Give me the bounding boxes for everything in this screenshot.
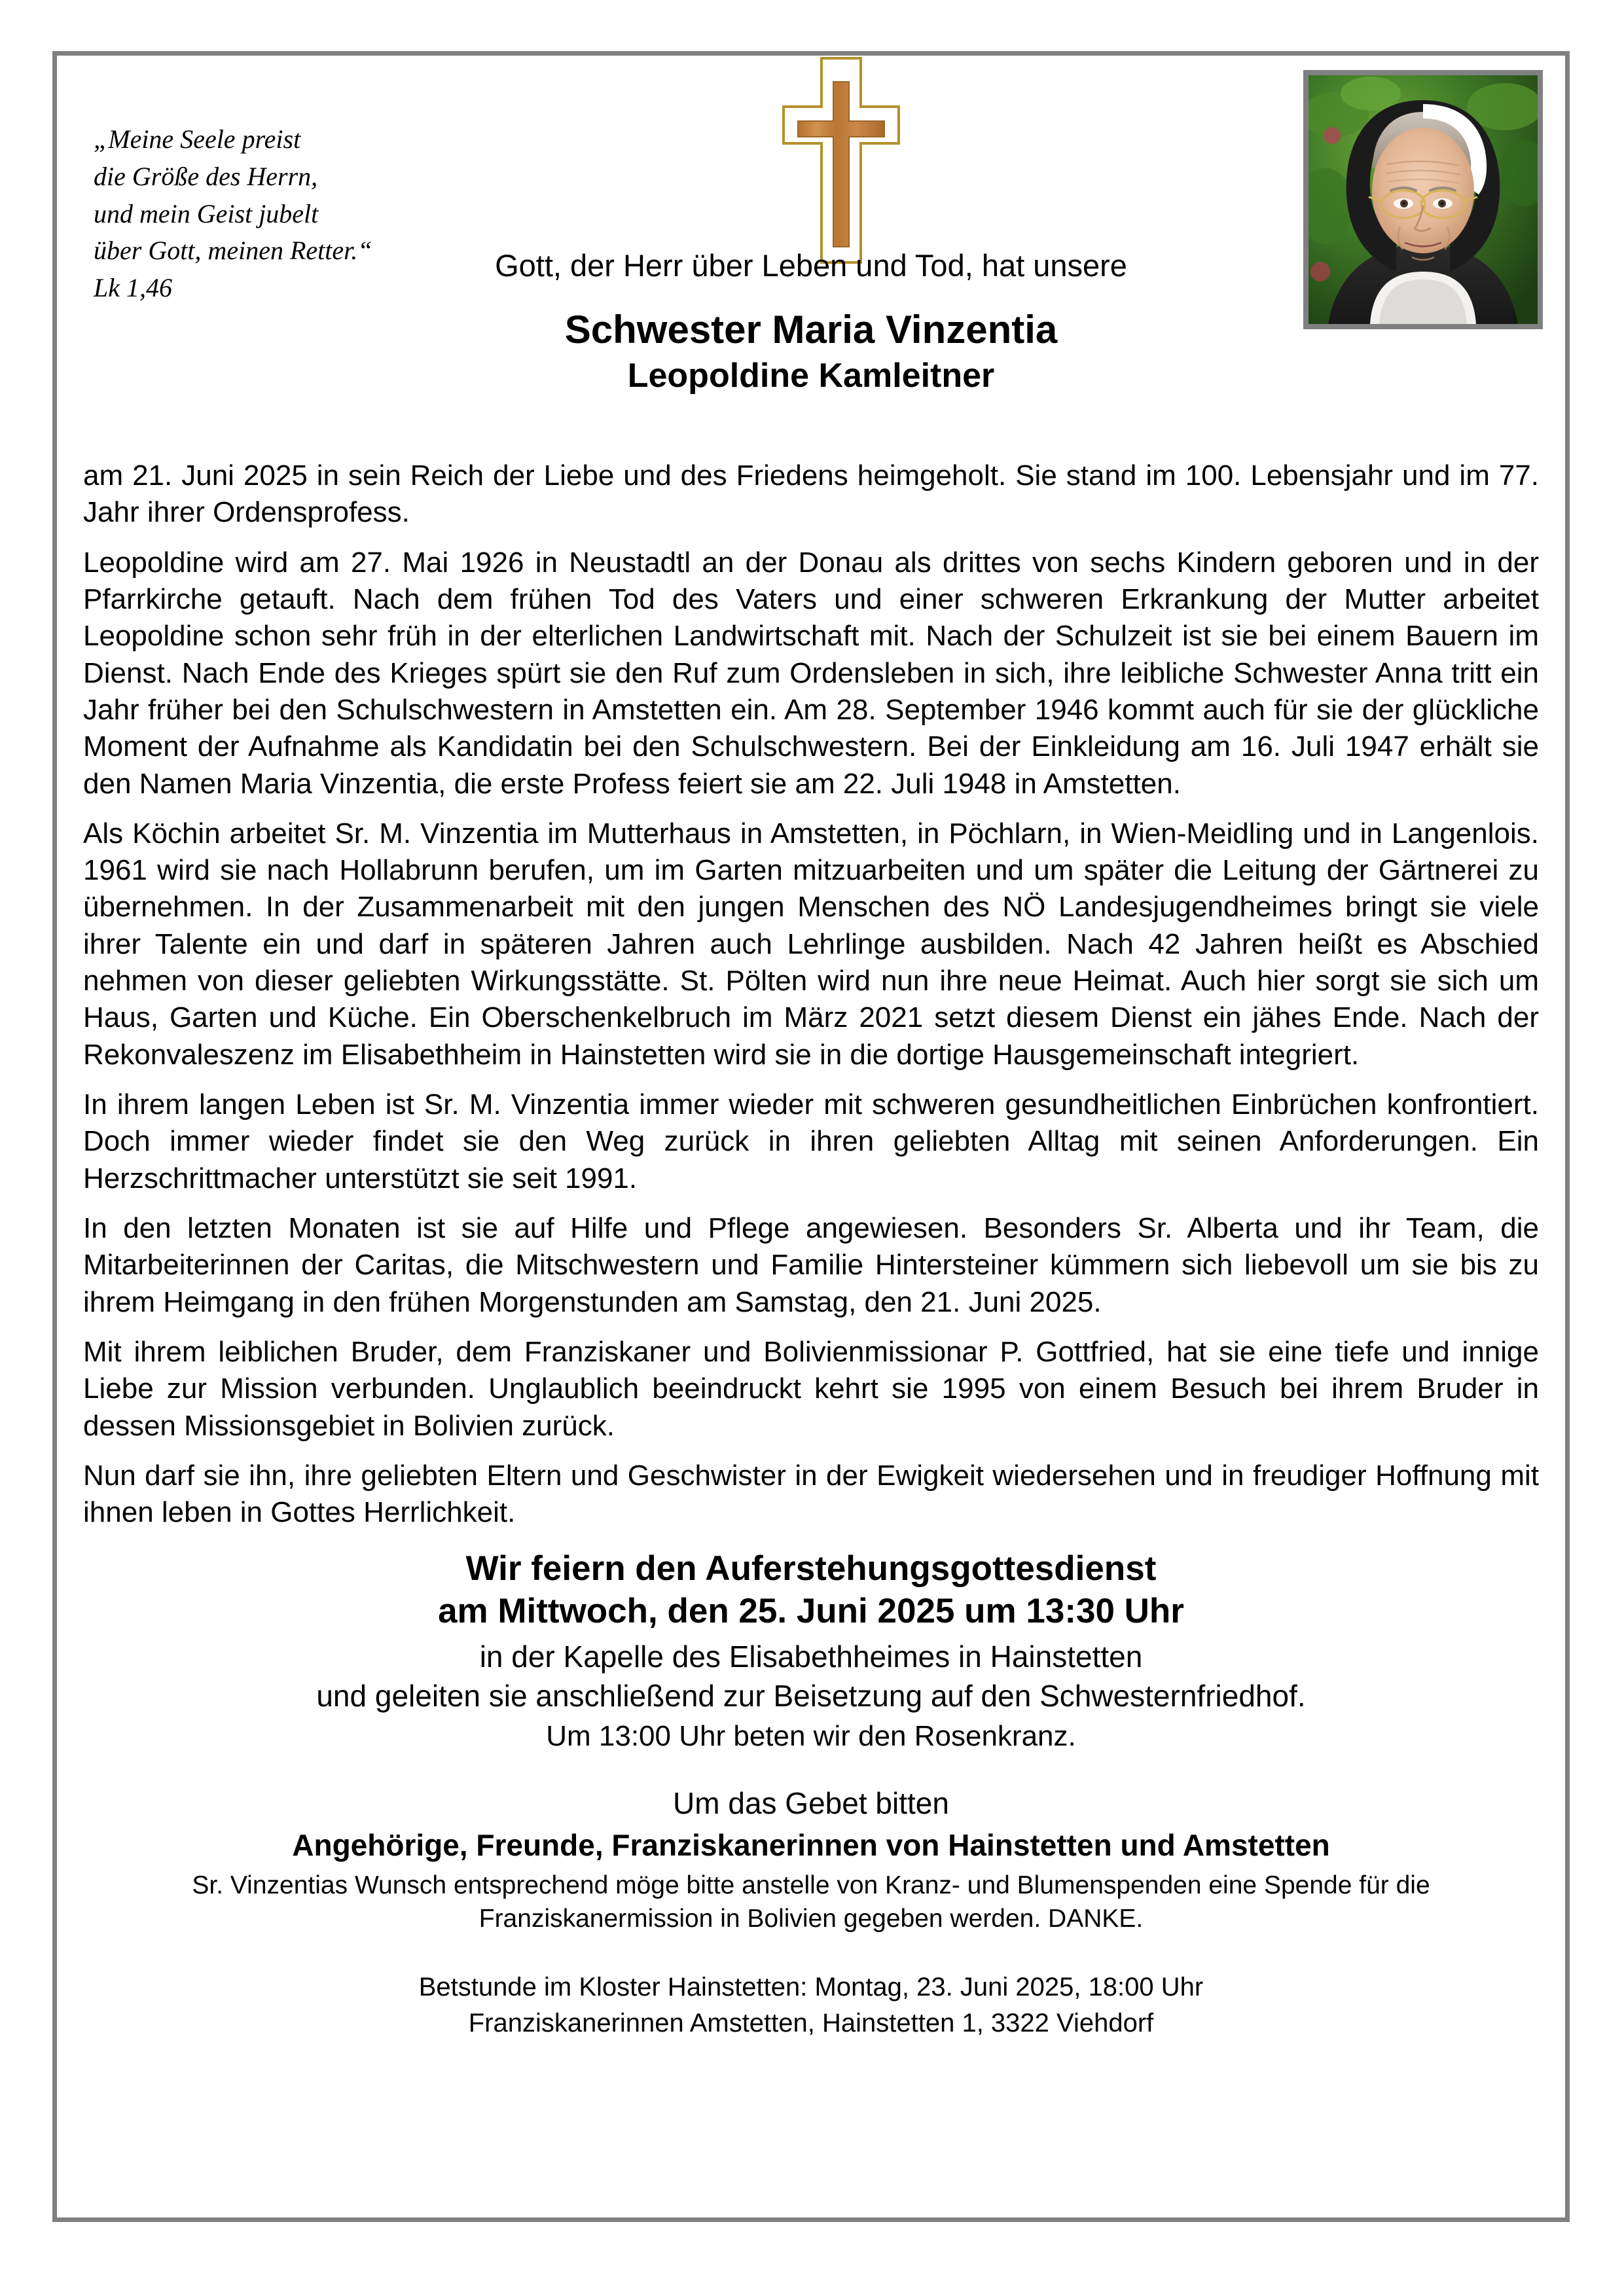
service-datetime: am Mittwoch, den 25. Juni 2025 um 13:30 Uhr bbox=[438, 1592, 1184, 1631]
obituary-paragraph: Leopoldine wird am 27. Mai 1926 in Neustadtl an der Donau als drittes von sechs Kindern geboren und in der Pfarrkirche getauft. Nach dem frühen Tod des Vaters und einer schweren Erkrankung der Mutter arbeitet Leopoldine schon sehr früh in der elterlichen Landwirtschaft mit. Nach der Schulzeit ist sie bei einem Bauern im Dienst. Nach Ende des Krieges spürt sie den Ruf zum Ordensleben in sich, ihre leibliche Schwester Anna tritt ein Jahr früher bei den Schulschwestern in Amstetten ein. Am 28. September 1946 kommt auch für sie der glückliche Moment der Aufnahme als Kandidatin bei den Schulschwestern. Bei der Einkleidung am 16. Juli 1947 erhält sie den Namen Maria Vinzentia, die erste Profess feiert sie am 22. Juli 1948 in Amstetten. bbox=[83, 546, 1539, 800]
latin-cross-icon bbox=[781, 56, 901, 265]
deceased-civil-name: Leopoldine Kamleitner bbox=[627, 357, 995, 395]
obituary-paragraph: am 21. Juni 2025 in sein Reich der Liebe und des Friedens heimgeholt. Sie stand im 100. Lebensjahr und im 77. Jahr ihrer Ordensprofess. bbox=[83, 459, 1539, 529]
verse-line: „Meine Seele preist bbox=[94, 124, 301, 154]
service-location: in der Kapelle des Elisabethheimes in Hainstetten bbox=[479, 1639, 1143, 1674]
service-details bbox=[74, 1548, 1548, 1755]
card-footer bbox=[74, 1969, 1548, 2041]
verse-line: über Gott, meinen Retter.“ bbox=[94, 236, 372, 266]
verse-line: und mein Geist jubelt bbox=[94, 198, 319, 228]
obituary-paragraph: In den letzten Monaten ist sie auf Hilfe und Pflege angewiesen. Besonders Sr. Alberta und ihr Team, die Mitarbeiterinnen der Caritas, die Mitschwestern und Familie Hintersteiner kümmern sich liebevoll um sie bis zu ihrem Heimgang in den frühen Morgenstunden am Samstag, den 21. Juni 2025. bbox=[83, 1211, 1539, 1318]
deceased-religious-name: Schwester Maria Vinzentia bbox=[564, 308, 1058, 352]
card-header bbox=[74, 56, 1548, 448]
prayer-request-intro: Um das Gebet bitten bbox=[673, 1786, 949, 1821]
obituary-paragraph: Nun darf sie ihn, ihre geliebten Eltern und Geschwister in der Ewigkeit wiedersehen und in freudiger Hoffnung mit ihnen leben in Gottes Herrlichkeit. bbox=[83, 1459, 1539, 1529]
memorial-card-page bbox=[52, 51, 1570, 2222]
vigil-info: Betstunde im Kloster Hainstetten: Montag, 23. Juni 2025, 18:00 Uhr bbox=[418, 1973, 1204, 2002]
heading-intro: Gott, der Herr über Leben und Tod, hat unsere bbox=[495, 248, 1127, 283]
prayer-request bbox=[74, 1784, 1548, 1935]
obituary-paragraph: Als Köchin arbeitet Sr. M. Vinzentia im Mutterhaus in Amstetten, in Pöchlarn, in Wien-Meidling und in Langenlois. 1961 wird sie nach Hollabrunn berufen, um im Garten mitzuarbeiten und um später die Leitung der Gärtnerei zu übernehmen. In der Zusammenarbeit mit den jungen Menschen des NÖ Landesjugendheimes bringt sie viele ihrer Talente ein und darf in späteren Jahren auch Lehrlinge ausbilden. Nach 42 Jahren heißt es Abschied nehmen von dieser geliebten Wirkungsstätte. St. Pölten wird nun ihre neue Heimat. Auch hier sorgt sie sich um Haus, Garten und Küche. Ein Oberschenkelbruch im März 2021 setzt diesem Dienst ein jähes Ende. Nach der Rekonvaleszenz im Elisabethheim in Hainstetten wird sie in die dortige Hausgemeinschaft integriert. bbox=[83, 817, 1539, 1071]
heading-block bbox=[74, 245, 1548, 399]
obituary-paragraph: Mit ihrem leiblichen Bruder, dem Franziskaner und Bolivienmissionar P. Gottfried, hat sie eine tiefe und innige Liebe zur Mission verbunden. Unglaublich beeindruckt kehrt sie 1995 von einem Besuch bei ihrem Bruder in dessen Missionsgebiet in Bolivien zurück. bbox=[83, 1335, 1539, 1442]
convent-address: Franziskanerinnen Amstetten, Hainstetten 1, 3322 Viehdorf bbox=[468, 2009, 1154, 2038]
card-inner bbox=[57, 56, 1565, 2217]
obituary-paragraph: In ihrem langen Leben ist Sr. M. Vinzentia immer wieder mit schweren gesundheitlichen Einbrüchen konfrontiert. Doch immer wieder findet sie den Weg zurück in ihren geliebten Alltag mit seinen Anforderungen. Ein Herzschrittmacher unterstützt sie seit 1991. bbox=[83, 1088, 1539, 1194]
donation-note: Sr. Vinzentias Wunsch entsprechend möge bitte anstelle von Kranz- und Blumenspenden eine Spende für die Franziskanermission in Bolivien gegeben werden. DANKE. bbox=[192, 1871, 1430, 1933]
prayer-request-mourners: Angehörige, Freunde, Franziskanerinnen von Hainstetten und Amstetten bbox=[292, 1828, 1330, 1863]
verse-reference: Lk 1,46 bbox=[94, 273, 172, 303]
verse-line: die Größe des Herrn, bbox=[94, 161, 318, 191]
obituary-body bbox=[74, 457, 1548, 1531]
service-procession: und geleiten sie anschließend zur Beisetzung auf den Schwesternfriedhof. bbox=[316, 1679, 1306, 1713]
service-headline: Wir feiern den Auferstehungsgottesdienst bbox=[465, 1549, 1157, 1588]
service-rosary: Um 13:00 Uhr beten wir den Rosenkranz. bbox=[546, 1720, 1076, 1753]
